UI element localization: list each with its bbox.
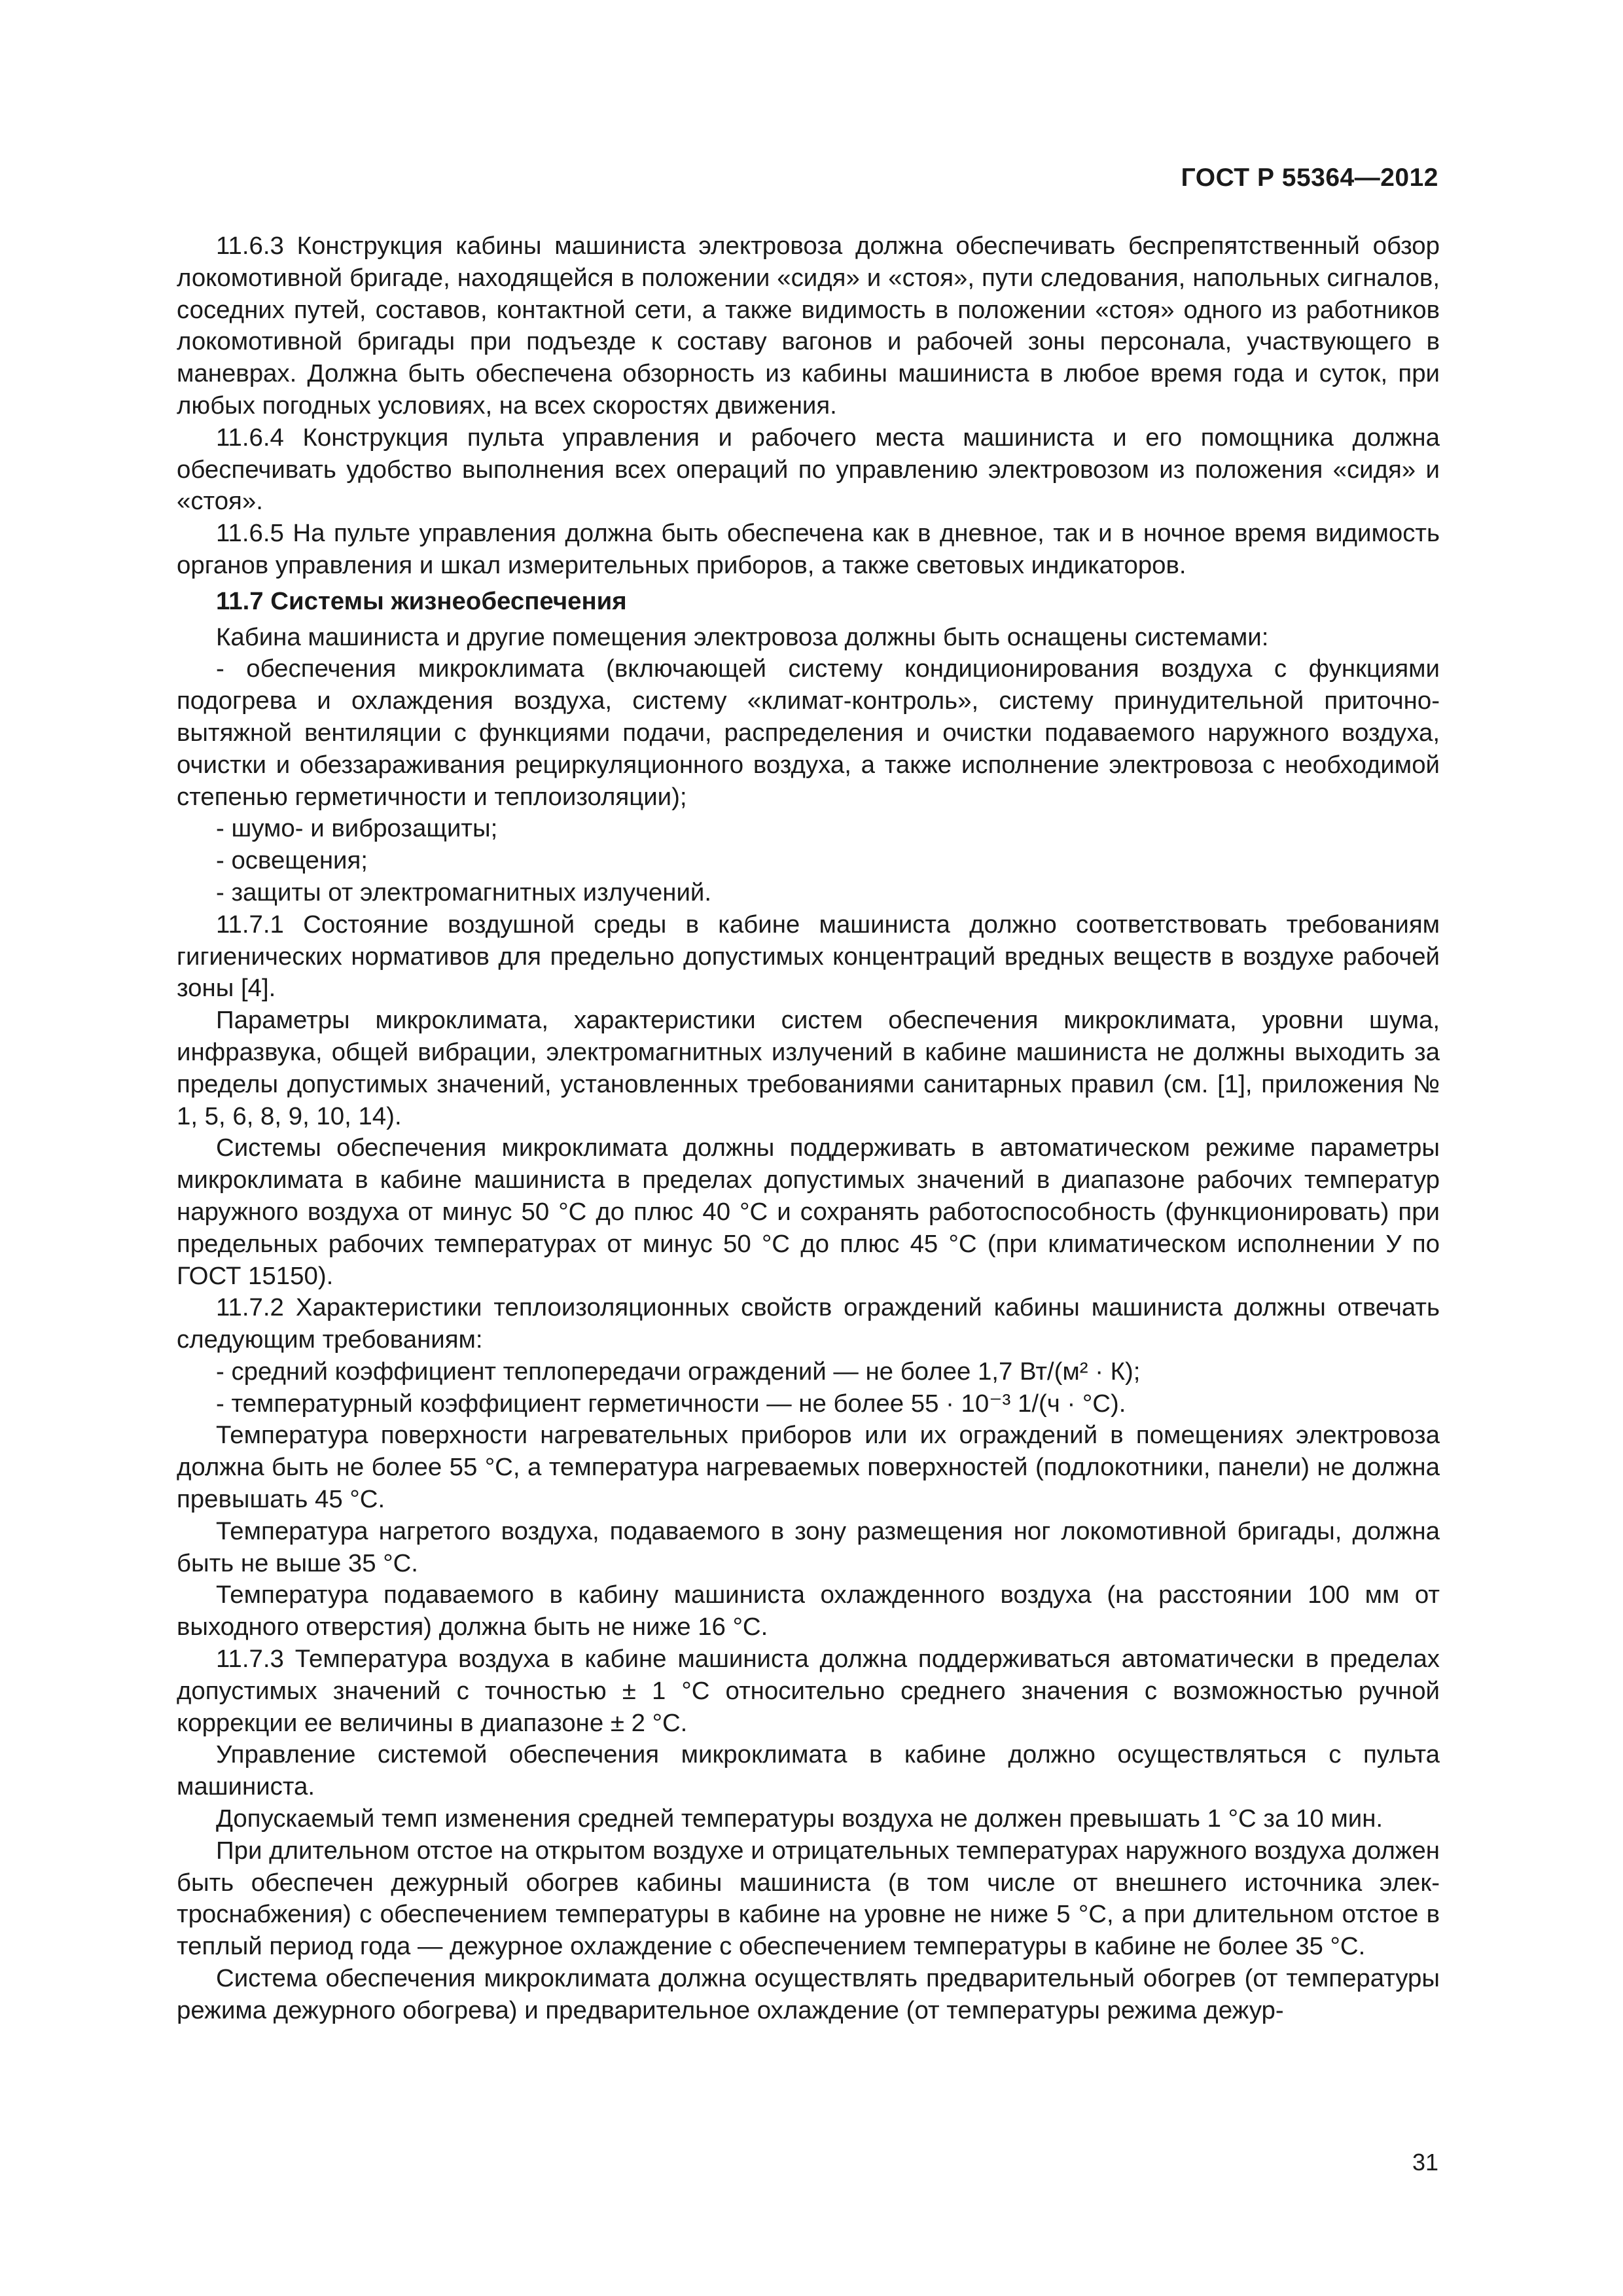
paragraph-heated-air: Температура нагретого воздуха, подаваемого в зону размещения ног локомотивной бригады, должна быть не выше 35 °С. <box>177 1516 1440 1577</box>
paragraph-cooled-air: Температура подаваемого в кабину машиниста охлажденного воздуха (на расстоянии 100 мм от выходного отверстия) должна быть не ниже 16 °С. <box>177 1581 1440 1641</box>
document-body <box>177 230 1440 2027</box>
paragraph-11-7-3: 11.7.3 Температура воздуха в кабине машиниста должна поддерживаться автоматически в пределах допустимых значений с точностью ± 1 °С относительно среднего значения с возможностью ручной коррекции ее величины в диапазоне ± 2 °С. <box>177 1645 1440 1737</box>
list-item: - освещения; <box>216 846 368 875</box>
paragraph-heater-temperature: Температура поверхности нагревательных приборов или их ограждений в помещениях электровоза должна быть не более 55 °С, а температура нагреваемых поверхностей (подлокотники, панели) не должна превышать 45 °С. <box>177 1421 1440 1514</box>
paragraph-standby-heating: При длительном отстое на открытом воздухе и отрицательных температурах наружного воздуха должен быть обеспечен дежурный обогрев кабины машиниста (в том числе от внешнего источника электроснабжения) с обеспечением температуры в кабине на уровне не ниже 5 °С, а при длительном отстое в теплый период года — дежурное охлаждение с обеспечением температуры в кабине не более 35 °С. <box>177 1836 1440 1961</box>
paragraph-11-7-1: 11.7.1 Состояние воздушной среды в кабине машиниста должно соответствовать требованиям гигиенических нормативов для предельно допустимых концентраций вредных веществ в воздухе рабочей зоны [4]. <box>177 910 1440 1003</box>
list-item: - защиты от электромагнитных излучений. <box>216 878 711 906</box>
list-item: - средний коэффициент теплопередачи ограждений — не более 1,7 Вт/(м² · К); <box>216 1357 1141 1386</box>
section-heading-11-7: 11.7 Системы жизнеобеспечения <box>216 586 627 615</box>
paragraph-11-7-2: 11.7.2 Характеристики теплоизоляционных свойств ограждений кабины машиниста должны отвечать следующим требованиям: <box>177 1293 1440 1354</box>
paragraph-11-6-3: 11.6.3 Конструкция кабины машиниста электровоза должна обеспечивать беспрепятственный обзор локомотивной бригаде, находящейся в положении «сидя» и «стоя», пути следования, напольных сигналов, соседних путей, составов, контактной сети, а также видимость в положении «стоя» одного из работников локомотивной бригады при подъезде к составу вагонов и рабочей зоны персонала, участвующего в маневрах. Должна быть обеспечена обзорность из кабины машиниста в любое время года и суток, при любых погодных условиях, на всех скоростях движения. <box>177 232 1440 420</box>
document-code-header: ГОСТ Р 55364—2012 <box>1181 164 1438 192</box>
paragraph-rate-of-change: Допускаемый темп изменения средней температуры воздуха не должен превышать 1 °С за 10 мин. <box>216 1804 1383 1833</box>
paragraph-microclimate-params: Параметры микроклимата, характеристики систем обеспечения микроклимата, уровни шума, инфразвука, общей вибрации, электромагнитных излучений в кабине машиниста не должны выходить за пределы допустимых значений, установленных требованиями санитарных правил (см. [1], приложения № 1, 5, 6, 8, 9, 10, 14). <box>177 1006 1440 1130</box>
list-item: - шумо- и виброзащиты; <box>216 814 498 843</box>
list-item: - температурный коэффициент герметичности — не более 55 · 10⁻³ 1/(ч · °С). <box>216 1389 1126 1418</box>
paragraph-auto-systems: Системы обеспечения микроклимата должны поддерживать в автоматическом режиме параметры микроклимата в кабине машиниста в пределах допустимых значений в диапазоне рабочих температур наружного воздуха от минус 50 °С до плюс 40 °С и сохранять работоспособность (функционировать) при предельных рабочих температурах от минус 50 °С до плюс 45 °С (при климатическом исполнении У по ГОСТ 15150). <box>177 1134 1440 1290</box>
list-item: - обеспечения микроклимата (включающей систему кондиционирования воздуха с функциями подогрева и охлаждения воздуха, систему «климат-контроль», систему принудительной приточно-вытяжной вентиляции с функциями подачи, распределения и очистки подаваемого наружного воздуха, очистки и обеззараживания рециркуляционного воздуха, а также исполнение электровоза с необходимой степенью герметичности и теплоизоляции); <box>177 655 1440 811</box>
paragraph-11-6-5: 11.6.5 На пульте управления должна быть обеспечена как в дневное, так и в ночное время видимость органов управления и шкал измерительных приборов, а также световых индикаторов. <box>177 519 1440 579</box>
page-number: 31 <box>1412 2149 1438 2176</box>
paragraph-preheating: Система обеспечения микроклимата должна осуществлять предварительный обогрев (от температуры режима дежурного обогрева) и предварительное охлаждение (от температуры режима дежур- <box>177 1964 1440 2024</box>
paragraph-systems-intro: Кабина машиниста и другие помещения электровоза должны быть оснащены системами: <box>216 622 1269 651</box>
paragraph-11-6-4: 11.6.4 Конструкция пульта управления и рабочего места машиниста и его помощника должна обеспечивать удобство выполнения всех операций по управлению электровозом из положения «сидя» и «стоя». <box>177 423 1440 516</box>
paragraph-control: Управление системой обеспечения микроклимата в кабине должно осуществляться с пульта машиниста. <box>177 1740 1440 1801</box>
